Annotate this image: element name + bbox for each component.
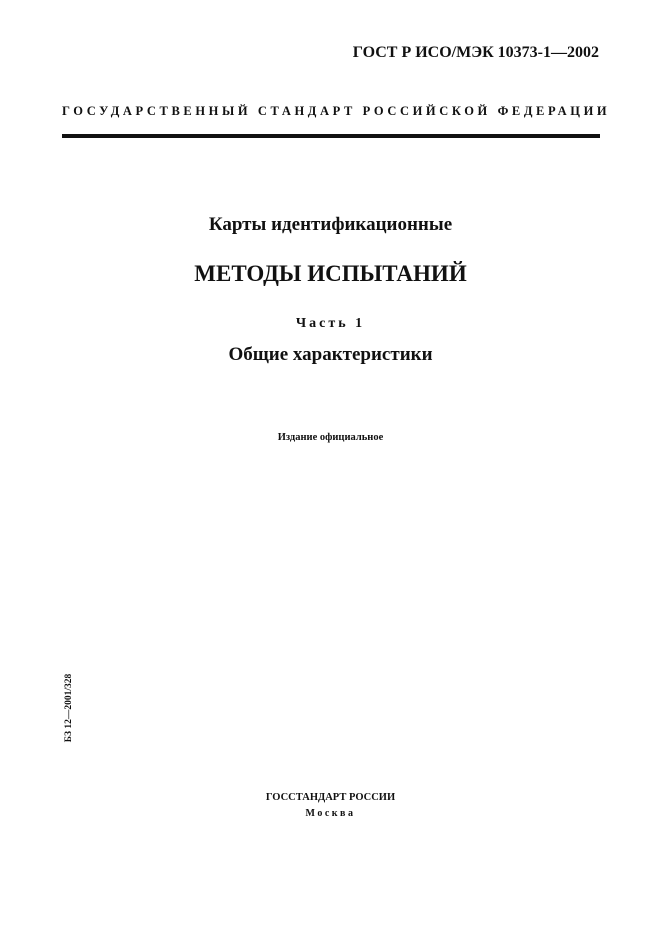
header-divider: [62, 134, 600, 138]
edition-label: Издание официальное: [277, 432, 384, 443]
document-number: ГОСТ Р ИСО/МЭК 10373-1—2002: [352, 44, 599, 61]
side-code: БЗ 12—2001/328: [64, 673, 74, 743]
title-line-1: Карты идентификационные: [208, 214, 453, 235]
title-line-2: МЕТОДЫ ИСПЫТАНИЙ: [194, 261, 467, 286]
subtitle: Общие характеристики: [228, 344, 433, 365]
part-label: Часть 1: [295, 316, 366, 331]
publisher: ГОССТАНДАРТ РОССИИ: [265, 792, 396, 803]
city: Москва: [305, 808, 356, 819]
state-standard-heading: ГОСУДАРСТВЕННЫЙ СТАНДАРТ РОССИЙСКОЙ ФЕДЕРАЦИИ: [62, 104, 611, 118]
